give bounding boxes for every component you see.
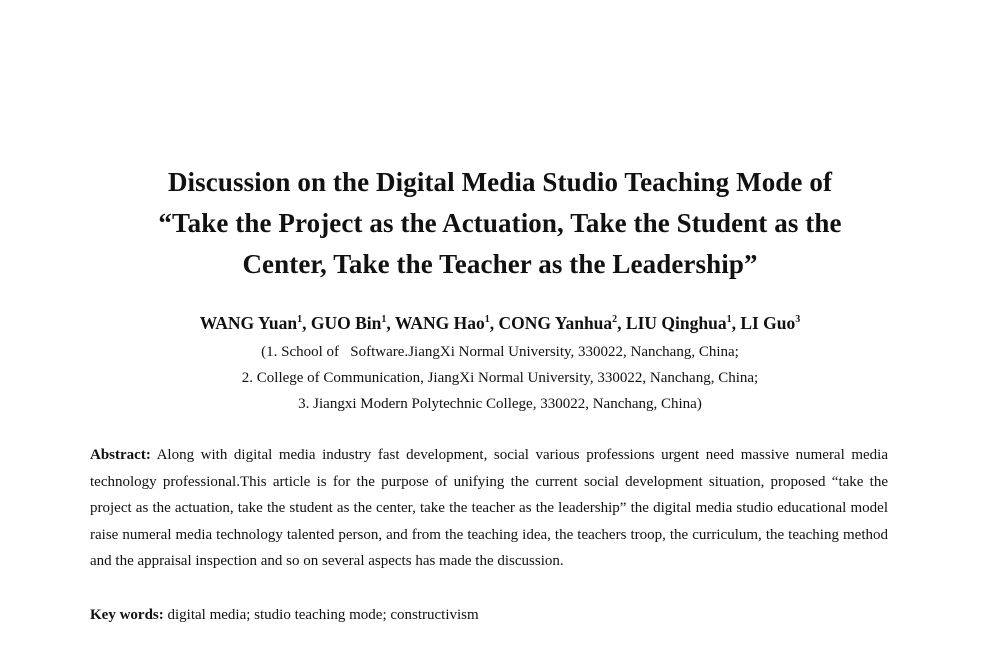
abstract-label: Abstract:: [90, 447, 151, 463]
author-affiliation-mark: 2: [612, 314, 618, 325]
author-name: WANG Hao: [394, 313, 485, 333]
author-name: LIU Qinghua: [625, 313, 727, 333]
affiliation-2: 2. College of Communication, JiangXi Normal University, 330022, Nanchang, China;: [241, 370, 759, 386]
abstract: [90, 442, 888, 575]
keywords-text: digital media; studio teaching mode; constructivism: [163, 607, 479, 623]
abstract-text: Along with digital media industry fast development, social various professions urgent need massive numeral media technology professional.This article is for the purpose of unifying the current social development situation, proposed “take the project as the actuation, take the student as the center, take the teacher as the leadership” the digital media studio educational model raise numeral media technology talented person, and from the teaching idea, the teachers troop, the curriculum, the teaching method and the appraisal inspection and so on several aspects has made the discussion.: [90, 447, 888, 569]
author-name: GUO Bin: [310, 313, 382, 333]
author-affiliation-mark: 1: [484, 314, 490, 325]
author-affiliation-mark: 1: [297, 314, 303, 325]
author-affiliation-mark: 1: [726, 314, 732, 325]
title-line-3: Center, Take the Teacher as the Leadership”: [242, 249, 758, 279]
author-name: LI Guo: [740, 313, 796, 333]
author-name: CONG Yanhua: [498, 313, 613, 333]
affiliation-1: (1. School of Software.JiangXi Normal University, 330022, Nanchang, China;: [261, 344, 739, 360]
title-line-2: “Take the Project as the Actuation, Take the Student as the: [158, 208, 842, 238]
keywords: [90, 602, 888, 628]
title-line-1: Discussion on the Digital Media Studio Teaching Mode of: [167, 167, 833, 197]
paper-title: [0, 162, 1000, 285]
author-affiliation-mark: 3: [795, 314, 801, 325]
author-list: WANG Yuan$^1$, GUO Bin$^1$, WANG Hao$^1$, CONG Yanhua$^2$, LIU Qinghua$^1$, LI Guo$^3$: [199, 313, 801, 333]
author-affiliation-mark: 1: [381, 314, 387, 325]
author-name: WANG Yuan: [199, 313, 298, 333]
keywords-label: Key words:: [90, 607, 164, 623]
affiliation-list: [0, 339, 1000, 417]
affiliation-3: 3. Jiangxi Modern Polytechnic College, 330022, Nanchang, China): [298, 396, 702, 412]
